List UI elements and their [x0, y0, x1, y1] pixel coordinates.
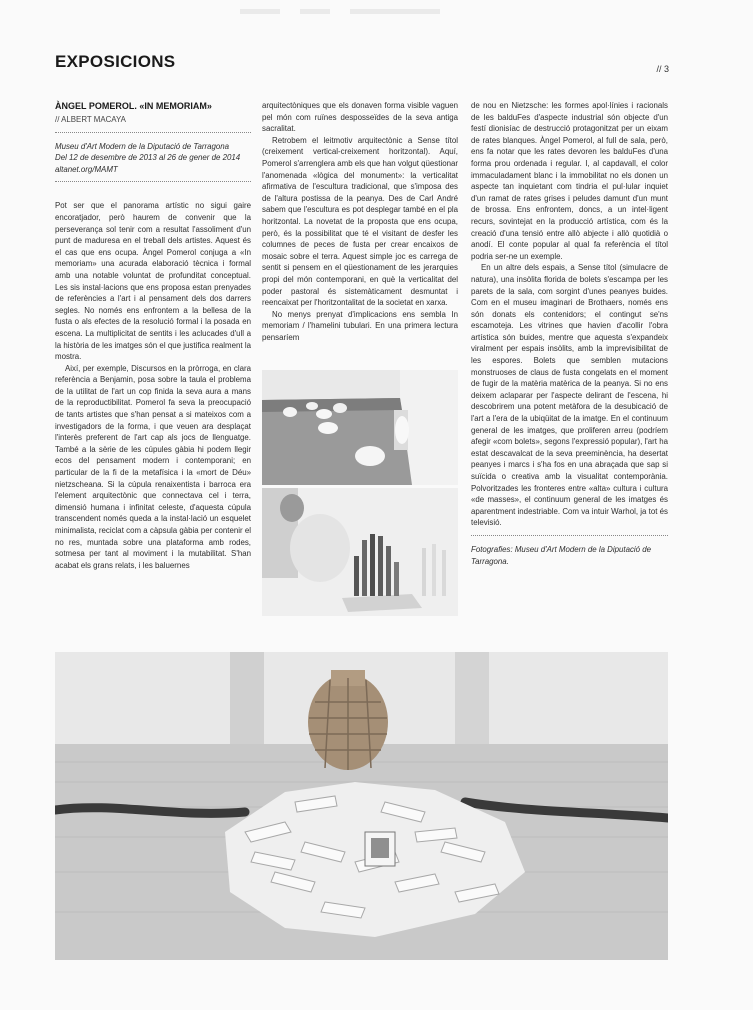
column-2: [262, 100, 458, 343]
column-3: [471, 100, 668, 567]
article-author: // ALBERT MACAYA: [55, 115, 126, 124]
body-paragraph: Així, per exemple, Discursos en la pròrroga, en clara referència a Benjamin, posa sobre la taula el problema de la utilitat de l'art un cop finida la seva aura a mans de la reproductibilitat. Pomerol fa seva la preocupació de tants artistes que s'han pensat a si mateixos com a investigadors de la forma, i que veuen ara desplaçat l'interès preferent de l'art cap als jocs de llenguatge. També a la sèrie de les cúpules gàbia hi podem llegir ecos del pensament modern i contemporani; en particular de la fi de la metafísica i la «mort de Déu» nietzscheana. Si la cúpula renaixentista i barroca era l'element arquitectònic que connectava cel i terra, dimensió humana i infinitat celeste, d'aquesta cúpula transcendent només queda a la instal·lació un esquelet minimalista, reciclat com a càpsula gàbia per contenir el no res, muntada sobre una plataforma amb rodes, sotmesa per tant al moviment i la mutabilitat. S'han acabat els grans relats, i les baluernes: [55, 363, 251, 570]
photo-installation-sand: [262, 370, 458, 485]
photo-installation-columns: [262, 488, 458, 616]
dotted-divider: [471, 535, 668, 536]
dotted-divider: [55, 181, 251, 182]
exhibition-info: [55, 141, 251, 176]
info-url: altanet.org/MAMT: [55, 164, 118, 174]
body-paragraph: Pot ser que el panorama artístic no sigui gaire encoratjador, però haurem de convenir que la perseverança sol tenir com a resultat l'assoliment d'un punt de maduresa en el treball dels artistes. Aquest és el cas que ens ocupa. Àngel Pomerol conjuga a «In memoriam» una acurada elaboració tècnica i formal amb una notable voluntat de profunditat conceptual. Les sis instal·lacions que ens proposa estan prenyades de referències a l'art i al pensament dels dos darrers segles. No només ens enfrontem a la bellesa de la fusta o als efectes de la resolució formal i la posada en escena. La multiplicitat de sentits i les aclucades d'ull a la història de les imatges són el que justifica realment la mostra.: [55, 201, 251, 362]
bleed-through-text: [230, 6, 530, 18]
page-number: // 3: [656, 64, 669, 74]
body-paragraph: Retrobem el leitmotiv arquitectònic a Sense títol (creixement vertical-creixement horitzontal). Aquí, Pomerol s'arrenglera amb els que han volgut qüestionar l'anomenada «lògica del monument»: la verticalitat afirmativa de l'escultura tradicional, que s'imposa des de l'altura postissa de la peanya. Des de Carl André sabem que l'escultura es pot desplegar també en el pla horitzontal. La novetat de la proposta que ens ocupa, però, és la possibilitat que té el visitant de desfer les columnes de peces de fusta per crear encaixos de mosaic sobre el terra. Aquest simple joc es carrega de sentit si pensem en el qüestionament de les jerarquies propi del món contemporani, en què la verticalitat del poder pastoral és sistemàticament desmuntat i reencaixat per l'horitzontalitat de la societat en xarxa.: [262, 135, 458, 308]
info-venue: Museu d'Art Modern de la Diputació de Tarragona: [55, 141, 230, 151]
dotted-divider: [55, 132, 251, 133]
photo-credit: Fotografies: Museu d'Art Modern de la Diputació de Tarragona.: [471, 544, 652, 566]
column-1: [55, 100, 251, 571]
photo-installation-grenade: [55, 652, 668, 960]
body-paragraph: No menys prenyat d'implicacions ens sembla In memoriam / l'hamelini tubulari. En una primera lectura pensaríem: [262, 309, 458, 342]
body-paragraph: de nou en Nietzsche: les formes apol·línies i racionals de les balduFes d'aspecte industrial són objecte d'un festí dionisíac de destrucció protagonitzat per un eixam de rates blanques. Àngel Pomerol, al full de sala, però, ens fa notar que les rates devoren les balduFes d'una forma prou ordenada i regular. I, al capdavall, el color immaculadament blanc i la immobilitat no els donen un aspecte tan inquietant com tindria el pul·lular inquiet d'un ramat de rates grises i peludes damunt d'un munt de brossa. Ens enfrontem, doncs, a un intel·ligent recurs, sovintejat en la producció artística, com és la creació d'una tensió entre allò abjecte i allò quotidià o anodí. El conte popular al qual fa referència el títol podria ser-ne un exemple.: [471, 101, 668, 261]
body-paragraph: arquitectòniques que els donaven forma visible vaguen pel món com ruïnes desposseïdes de la seva antiga sacralitat.: [262, 101, 458, 134]
body-paragraph: En un altre dels espais, a Sense títol (simulacre de natura), una insòlita florida de bolets s'escampa per les parets de la sala, com sorgint d'unes peanyes buides. Com en el museu imaginari de Brothaers, només ens són donats els contenidors; el contingut se'ns escamoteja. Les vitrines que havien d'acollir l'obra artística són buides, mentre que aquesta s'expandeix viralment per espais insòlits, amb la imprevisibilitat de les espores. Bolets que semblen mutacions monstruoses de claus de fusta congelats en el moment de fugir de la matèria matèrica de la peanya. Si no ens deixem aclaparar per l'aspecte delirant de l'escena, hi descobrirem una potent metàfora de la desubicació de l'art a l'era de la ubiqüitat de la imatge. En el continuum general de les imatges, que proliferen arreu (podríem afegir «com bolets», segons l'expressió popular), l'art ha estat descavalcat de la seva preeminència, ha desertat peanyes i marcs i s'ha fos en una abraçada que sap si suïcida o creativa amb la visualitat contemporània. Polvoritzades les fronteres entre «alta» cultura i cultura «de masses», el continuum general de les imatges és aparentment indestriable. Com va intuir Warhol, ja tot és televisió.: [471, 263, 668, 528]
info-dates: Del 12 de desembre de 2013 al 26 de gener de 2014: [55, 153, 241, 163]
article-title: ÀNGEL POMEROL. «IN MEMORIAM»: [55, 101, 212, 111]
section-title: EXPOSICIONS: [55, 52, 176, 71]
